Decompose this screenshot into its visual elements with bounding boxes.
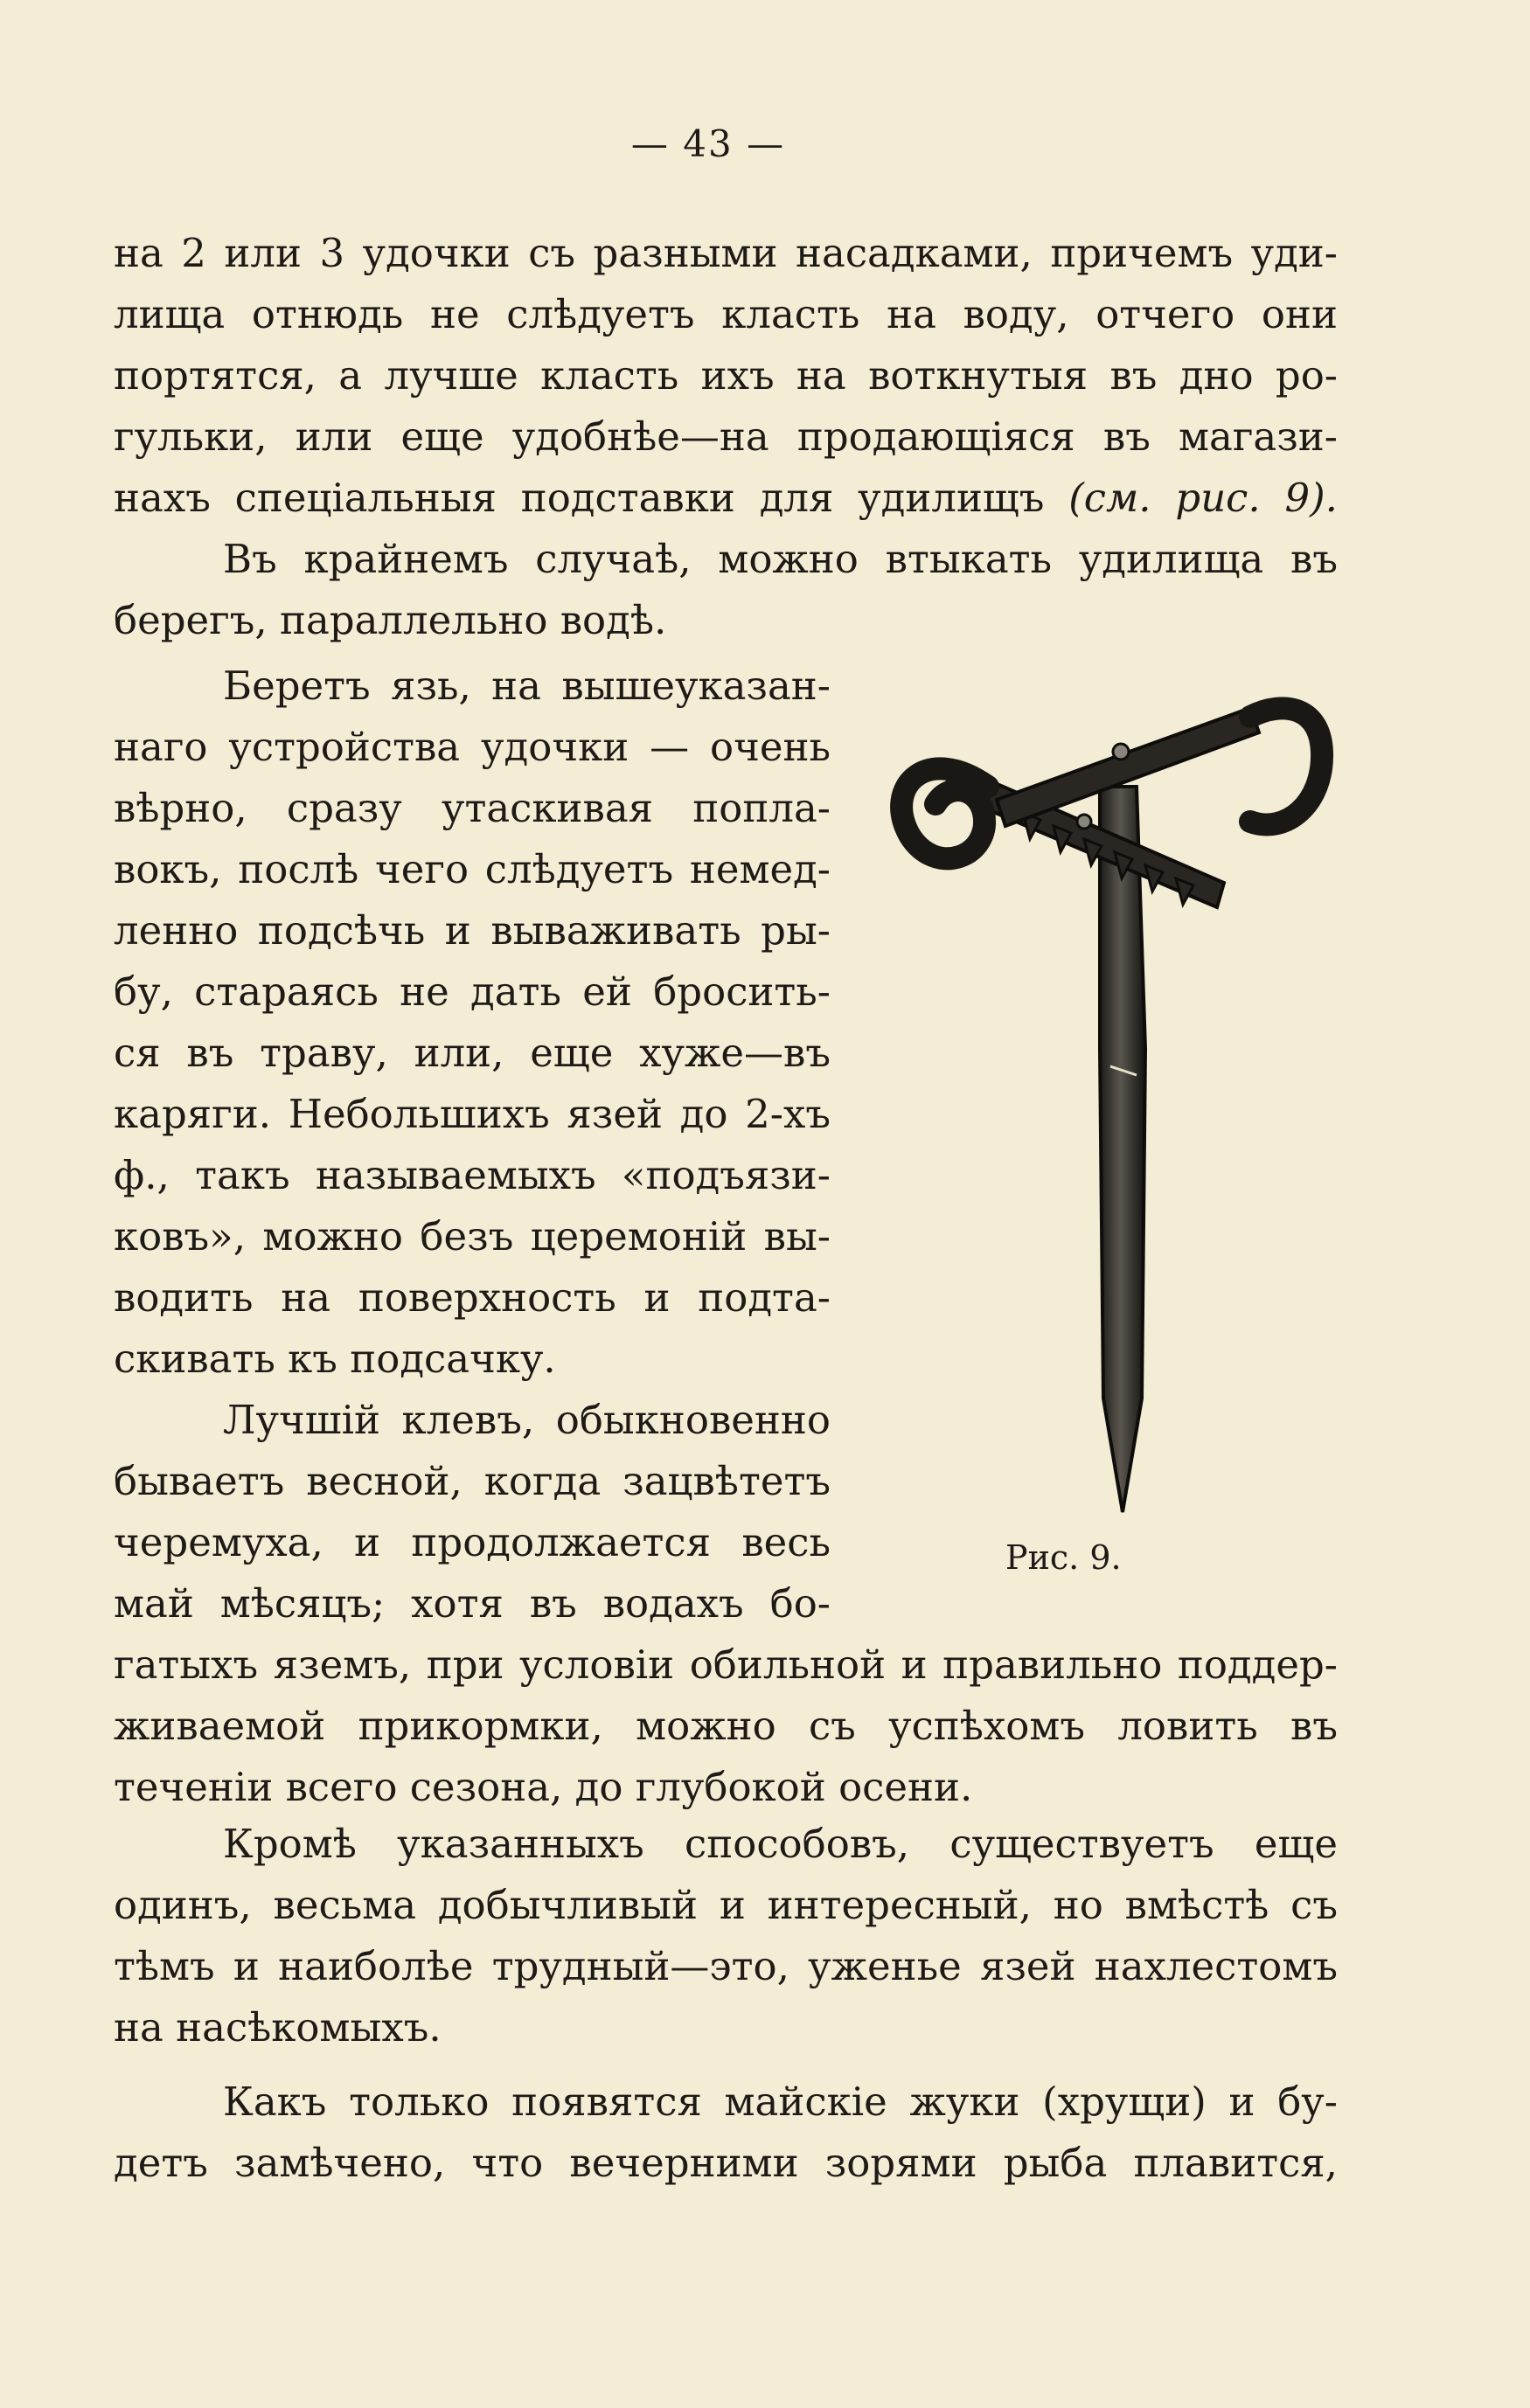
page-number: — 43 — bbox=[630, 122, 786, 165]
text-line: на насѣкомыхъ. bbox=[114, 2004, 442, 2051]
text-line: Лучшій клевъ, обыкновенно bbox=[223, 1397, 831, 1443]
text-line: Кромѣ указанныхъ способовъ, существуетъ еще bbox=[223, 1821, 1338, 1867]
text-line: тѣмъ и наиболѣе трудный—это, уженье язей нахлестомъ bbox=[114, 1943, 1338, 1989]
text-line: вокъ, послѣ чего слѣдуетъ немед- bbox=[114, 846, 831, 892]
text-line: гатыхъ яземъ, при условіи обильной и правильно поддер- bbox=[114, 1641, 1338, 1688]
text-line: живаемой прикормки, можно съ успѣхомъ ловить въ bbox=[114, 1703, 1338, 1749]
text-line: вѣрно, сразу утаскивая попла- bbox=[114, 785, 831, 831]
text-line: май мѣсяцъ; хотя въ водахъ бо- bbox=[114, 1580, 831, 1627]
text-line: наго устройства удочки — очень bbox=[114, 724, 831, 770]
text-line: ф., такъ называемыхъ «подъязи- bbox=[114, 1152, 831, 1198]
paragraph-6 bbox=[114, 2071, 1338, 2194]
text-line: портятся, а лучше класть ихъ на воткнутыя въ дно ро- bbox=[114, 352, 1338, 399]
text-line: гульки, или еще удобнѣе—на продающіяся въ магази- bbox=[114, 413, 1338, 460]
text-line: одинъ, весьма добычливый и интересный, но вмѣстѣ съ bbox=[114, 1882, 1338, 1928]
text-line: лища отнюдь не слѣдуетъ класть на воду, отчего они bbox=[114, 291, 1338, 337]
text-line: ленно подсѣчь и вываживать ры- bbox=[114, 907, 831, 954]
figure-reference: (см. рис. 9). bbox=[1068, 475, 1338, 521]
text-line: ся въ траву, или, еще хуже—въ bbox=[114, 1030, 831, 1076]
text-line: Какъ только появятся майскіе жуки (хрущи) и бу- bbox=[223, 2078, 1338, 2125]
figure-caption: Рис. 9. bbox=[1005, 1538, 1122, 1577]
text-line: Въ крайнемъ случаѣ, можно втыкать удилища въ bbox=[223, 536, 1338, 582]
text-line: теченіи всего сезона, до глубокой осени. bbox=[114, 1764, 973, 1810]
paragraph-2 bbox=[114, 529, 1338, 651]
rod-holder-icon bbox=[874, 682, 1346, 1538]
text-line: Беретъ язь, на вышеуказан- bbox=[223, 663, 831, 709]
text-line: бу, стараясь не дать ей бросить- bbox=[114, 968, 831, 1015]
text-fragment: нахъ спеціальныя подставки для удилищъ bbox=[114, 475, 1045, 521]
paragraph-1 bbox=[114, 223, 1338, 529]
text-line bbox=[114, 468, 1338, 529]
paragraph-3 bbox=[114, 656, 831, 1390]
text-line: скивать къ подсачку. bbox=[114, 1336, 556, 1382]
text-line: ковъ», можно безъ церемоній вы- bbox=[114, 1213, 831, 1260]
text-line: бываетъ весной, когда зацвѣтетъ bbox=[114, 1458, 831, 1504]
text-line: водить на поверхность и подта- bbox=[114, 1274, 831, 1321]
text-line: детъ замѣчено, что вечерними зорями рыба плавится, bbox=[114, 2140, 1338, 2186]
text-line: каряги. Небольшихъ язей до 2-хъ bbox=[114, 1091, 831, 1137]
paragraph-5 bbox=[114, 1814, 1338, 2058]
text-line: на 2 или 3 удочки съ разными насадками, причемъ уди- bbox=[114, 230, 1338, 276]
text-line: берегъ, параллельно водѣ. bbox=[114, 597, 667, 643]
text-line: черемуха, и продолжается весь bbox=[114, 1519, 831, 1565]
